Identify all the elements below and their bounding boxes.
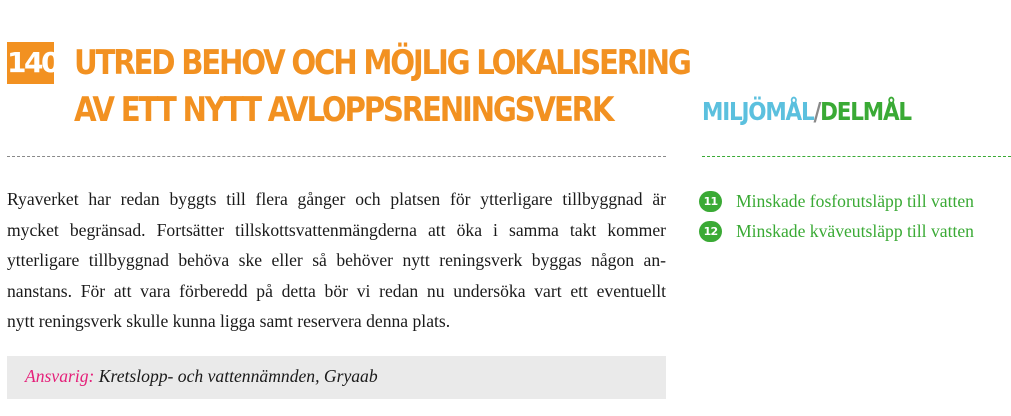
goal-number-icon: 12	[699, 221, 722, 242]
goal-label: Minskade kväveutsläpp till vatten	[736, 220, 974, 241]
description-line-5: nytt reningsverk skulle kunna ligga samt reservera denna plats.	[7, 311, 451, 331]
goal-list	[699, 186, 974, 246]
goals-heading	[702, 97, 911, 126]
responsible-label: Ansvarig:	[25, 366, 95, 386]
description-line-2: mycket begränsad. Fortsätter tillskottsvattenmängderna att öka i samma takt kommer	[7, 219, 666, 240]
dashed-divider-left	[7, 156, 666, 157]
goals-heading-miljomal: MILJÖMÅL	[702, 97, 814, 126]
measure-title-line-2: AV ETT NYTT AVLOPPSRENINGSVERK	[74, 90, 613, 130]
description-line-4: nanstans. För att vara förberedd på detta bör vi redan nu undersöka vart ett eventuellt	[7, 280, 666, 301]
responsible-box	[7, 356, 666, 399]
description-line-3: ytterligare tillbyggnad behöva ske eller så behöver nytt reningsverk byggas någon an-	[7, 250, 666, 270]
dashed-divider-right	[702, 156, 1011, 157]
goal-item	[699, 186, 974, 216]
goal-item	[699, 216, 974, 246]
measure-title-line-1: UTRED BEHOV OCH MÖJLIG LOKALISERING	[74, 43, 690, 83]
description-line-1: Ryaverket har redan byggts till flera gånger och platsen för ytterligare tillbyggnad är	[7, 189, 666, 209]
goals-heading-delmal: DELMÅL	[820, 97, 911, 126]
responsible-value: Kretslopp- och vattennämnden, Gryaab	[98, 366, 378, 386]
goal-number-icon: 11	[699, 191, 722, 212]
goal-label: Minskade fosforutsläpp till vatten	[736, 190, 974, 211]
goals-heading-separator: /	[813, 97, 821, 126]
measure-description	[7, 184, 666, 337]
measure-title	[74, 40, 690, 134]
responsible-text	[25, 366, 378, 387]
measure-number-badge: 140	[7, 42, 54, 84]
